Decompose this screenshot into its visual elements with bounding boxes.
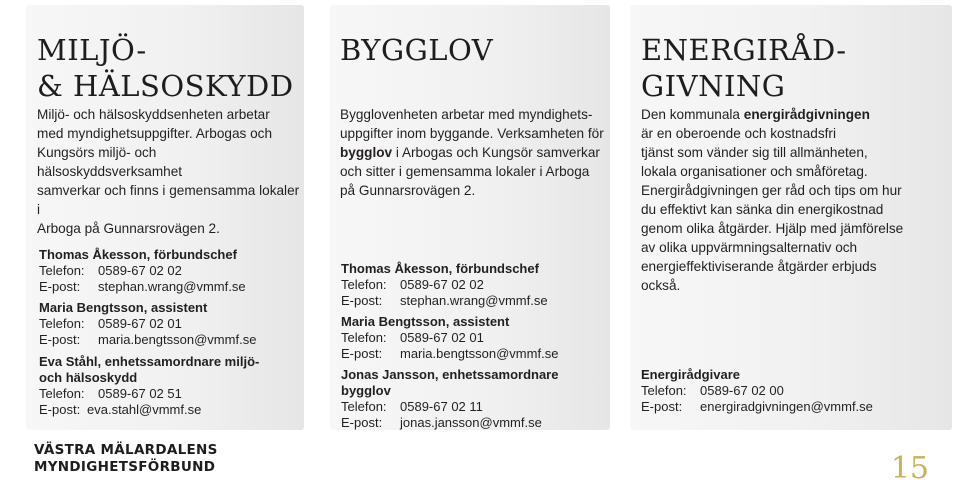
heading-bygglov: BYGGLOV: [340, 33, 494, 67]
email-link[interactable]: energiradgivningen@vmmf.se: [700, 399, 873, 414]
contact-miljo-1: Thomas Åkesson, förbundschef Telefon: 0589-67 02 02 E-post: stephan.wrang@vmmf.se: [39, 247, 246, 294]
phone-number: 0589-67 02 02: [98, 263, 182, 278]
phone-number: 0589-67 02 01: [98, 316, 182, 331]
phone-number: 0589-67 02 51: [98, 386, 182, 401]
phone-number: 0589-67 02 02: [400, 277, 484, 292]
contact-name: Maria Bengtsson, assistent: [39, 300, 208, 315]
contact-energiradgivare: Energirådgivare Telefon: 0589-67 02 00 E-post: energiradgivningen@vmmf.se: [641, 367, 873, 414]
heading-miljo: MILJÖ- & HÄLSOSKYDD: [37, 33, 294, 103]
email-link[interactable]: stephan.wrang@vmmf.se: [98, 279, 246, 294]
contact-name: Energirådgivare: [641, 367, 740, 382]
page-number: 15: [890, 451, 929, 486]
contact-name: Thomas Åkesson, förbundschef: [39, 247, 237, 262]
panel-energiradgivning: [630, 5, 952, 430]
contact-miljo-2: Maria Bengtsson, assistent Telefon: 0589-67 02 01 E-post: maria.bengtsson@vmmf.se: [39, 300, 257, 347]
email-link[interactable]: stephan.wrang@vmmf.se: [400, 293, 548, 308]
heading-energiradgivning: ENERGIRÅD- GIVNING: [641, 33, 847, 103]
contact-name: Thomas Åkesson, förbundschef: [341, 261, 539, 276]
email-link[interactable]: maria.bengtsson@vmmf.se: [400, 346, 559, 361]
phone-number: 0589-67 02 11: [400, 399, 483, 414]
contact-name-cont: och hälsoskydd: [39, 370, 138, 385]
contact-name: Eva Ståhl, enhetssamordnare miljö-: [39, 354, 260, 369]
phone-number: 0589-67 02 01: [400, 330, 484, 345]
contact-miljo-3: Eva Ståhl, enhetssamordnare miljö- och hälsoskydd Telefon: 0589-67 02 51 E-post: eva.stahl@vmmf.se: [39, 354, 260, 417]
paragraph-bygglov: Bygglovenheten arbetar med myndighets- uppgifter inom byggande. Verksamheten för bygglov i Arbogas och Kungsör samverkar och sitter i gemensamma lokaler i Arboga på Gunnarsrovägen 2.: [340, 107, 604, 198]
contact-bygglov-1: Thomas Åkesson, förbundschef Telefon: 0589-67 02 02 E-post: stephan.wrang@vmmf.se: [341, 261, 548, 308]
paragraph-energiradgivning: Den kommunala energirådgivningen är en oberoende och kostnadsfri tjänst som vänder sig till allmänheten, lokala organisationer och småföretag. Energirådgivningen ger råd och tips om hur du effektivt kan sänka din energikostnad genom olika åtgärder. Hjälp med jämförelse av olika uppvärmningsalternativ och energieffektiviserande åtgärder erbjuds också.: [641, 107, 904, 293]
phone-number: 0589-67 02 00: [700, 383, 784, 398]
organization-logo-text: VÄSTRA MÄLARDALENS MYNDIGHETSFÖRBUND: [34, 442, 218, 475]
paragraph-miljo: Miljö- och hälsoskyddsenheten arbetar med myndighetsuppgifter. Arbogas och Kungsörs miljö- och hälsoskyddsverksamhet samverkar och finns i gemensamma lokaler i Arboga på Gunnarsrovägen 2.: [37, 107, 300, 236]
panel-bygglov: [330, 5, 610, 430]
contact-name: Jonas Jansson, enhetssamordnare bygglov: [341, 367, 559, 398]
contact-bygglov-3: Jonas Jansson, enhetssamordnare bygglov Telefon: 0589-67 02 11 E-post: jonas.jansson@vmmf.se: [341, 367, 610, 431]
email-link[interactable]: maria.bengtsson@vmmf.se: [98, 332, 257, 347]
contact-name: Maria Bengtsson, assistent: [341, 314, 510, 329]
email-link[interactable]: eva.stahl@vmmf.se: [87, 402, 202, 417]
email-link[interactable]: jonas.jansson@vmmf.se: [400, 415, 542, 430]
panel-miljo: [26, 5, 304, 430]
contact-bygglov-2: Maria Bengtsson, assistent Telefon: 0589-67 02 01 E-post: maria.bengtsson@vmmf.se: [341, 314, 559, 361]
